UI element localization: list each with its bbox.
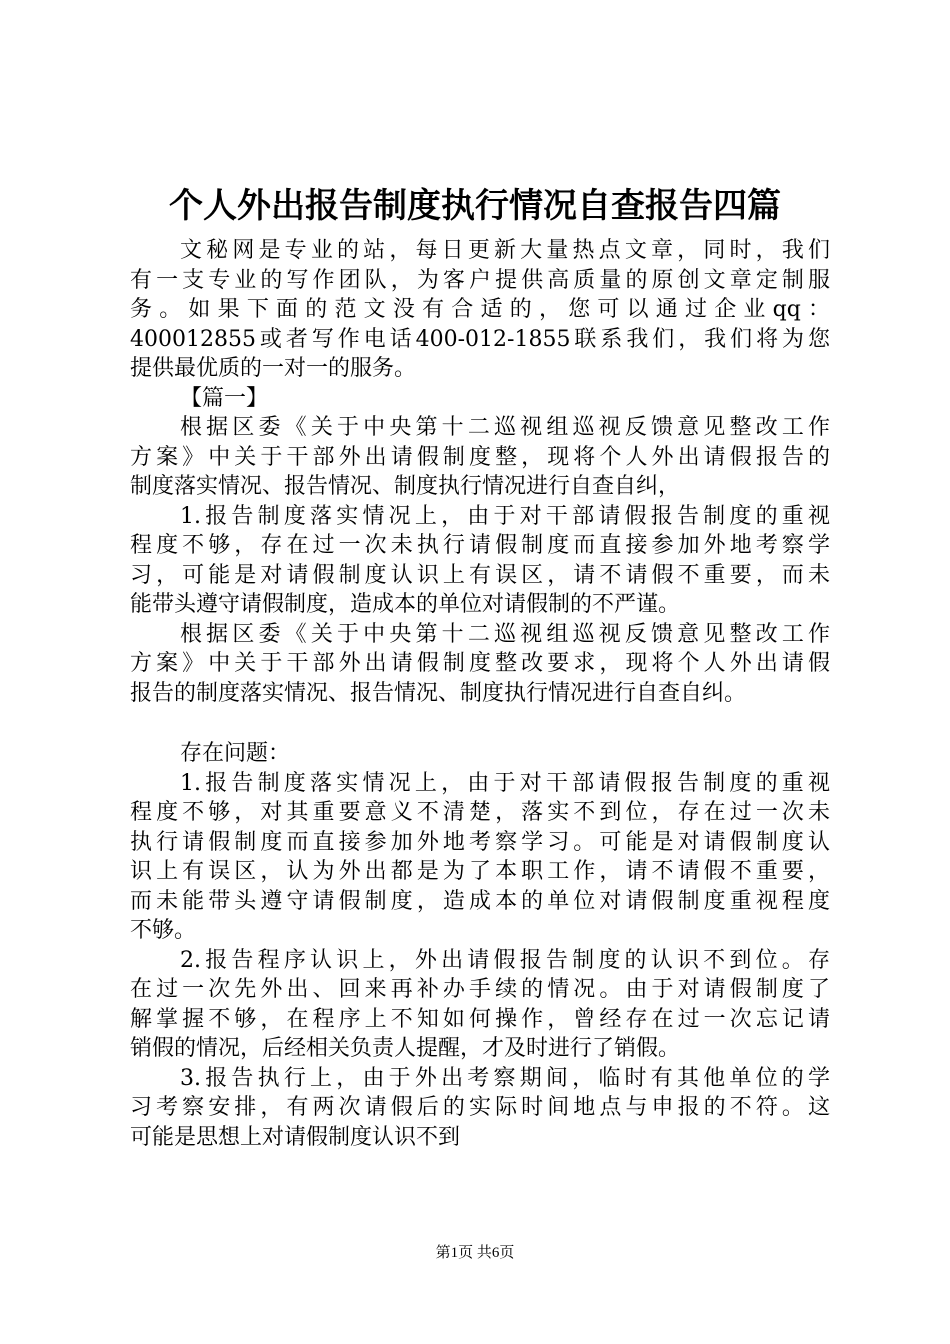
text-line: 制度落实情况、报告情况、制度执行情况进行自查自纠，: [130, 474, 681, 499]
text-line: 报告的制度落实情况、报告情况、制度执行情况进行自查自纠。: [130, 680, 747, 706]
text-line: 400012855或者写作电话400-012-1855联系我们，我们将为您: [130, 326, 830, 352]
text-line: 2.报告程序认识上，外出请假报告制度的认识不到位。存: [180, 947, 830, 973]
section-heading: 【篇一】: [180, 385, 269, 411]
document-title: 个人外出报告制度执行情况自查报告四篇: [169, 186, 781, 226]
text-line: 根据区委《关于中央第十二巡视组巡视反馈意见整改工作: [180, 621, 830, 647]
page-footer: 第1页 共6页: [435, 1245, 515, 1261]
text-line: 1.报告制度落实情况上，由于对干部请假报告制度的重视: [180, 770, 830, 796]
text-line: 在过一次先外出、回来再补办手续的情况。由于对请假制度了: [130, 977, 830, 1002]
text-line: 习，可能是对请假制度认识上有误区，请不请假不重要，而未: [130, 562, 830, 588]
text-line: 能带头遵守请假制度，造成本的单位对请假制的不严谨。: [130, 592, 681, 617]
text-line: 务。如果下面的范文没有合适的，您可以通过企业qq：: [130, 297, 830, 322]
text-line: 执行请假制度而直接参加外地考察学习。可能是对请假制度认: [130, 829, 830, 855]
text-line: 习考察安排，有两次请假后的实际时间地点与申报的不符。这: [130, 1095, 830, 1120]
text-line: 识上有误区，认为外出都是为了本职工作，请不请假不重要，: [130, 859, 830, 884]
issues-heading: 存在问题：: [180, 741, 291, 766]
text-line: 文秘网是专业的站，每日更新大量热点文章，同时，我们: [180, 238, 830, 263]
text-line: 不够。: [130, 918, 197, 943]
blank-line: [130, 708, 830, 739]
text-line: 方案》中关于干部外出请假制度整改要求，现将个人外出请假: [130, 651, 830, 676]
text-line: 3.报告执行上，由于外出考察期间，临时有其他单位的学: [180, 1065, 830, 1091]
text-line: 可能是思想上对请假制度认识不到: [130, 1124, 461, 1150]
text-line: 而未能带头遵守请假制度，造成本的单位对请假制度重视程度: [130, 888, 830, 914]
text-line: 销假的情况，后经相关负责人提醒，才及时进行了销假。: [130, 1036, 681, 1061]
text-line: 程度不够，对其重要意义不清楚，落实不到位，存在过一次未: [130, 800, 830, 825]
text-line: 解掌握不够，在程序上不知如何操作，曾经存在过一次忘记请: [130, 1006, 830, 1032]
text-line: 方案》中关于干部外出请假制度整，现将个人外出请假报告的: [130, 444, 830, 470]
text-line: 1.报告制度落实情况上，由于对干部请假报告制度的重视: [180, 503, 830, 529]
text-line: 提供最优质的一对一的服务。: [130, 356, 417, 381]
text-line: 根据区委《关于中央第十二巡视组巡视反馈意见整改工作: [180, 415, 830, 440]
document-body: [130, 236, 830, 1152]
text-line: 有一支专业的写作团队，为客户提供高质量的原创文章定制服: [130, 267, 830, 293]
text-line: 程度不够，存在过一次未执行请假制度而直接参加外地考察学: [130, 533, 830, 558]
